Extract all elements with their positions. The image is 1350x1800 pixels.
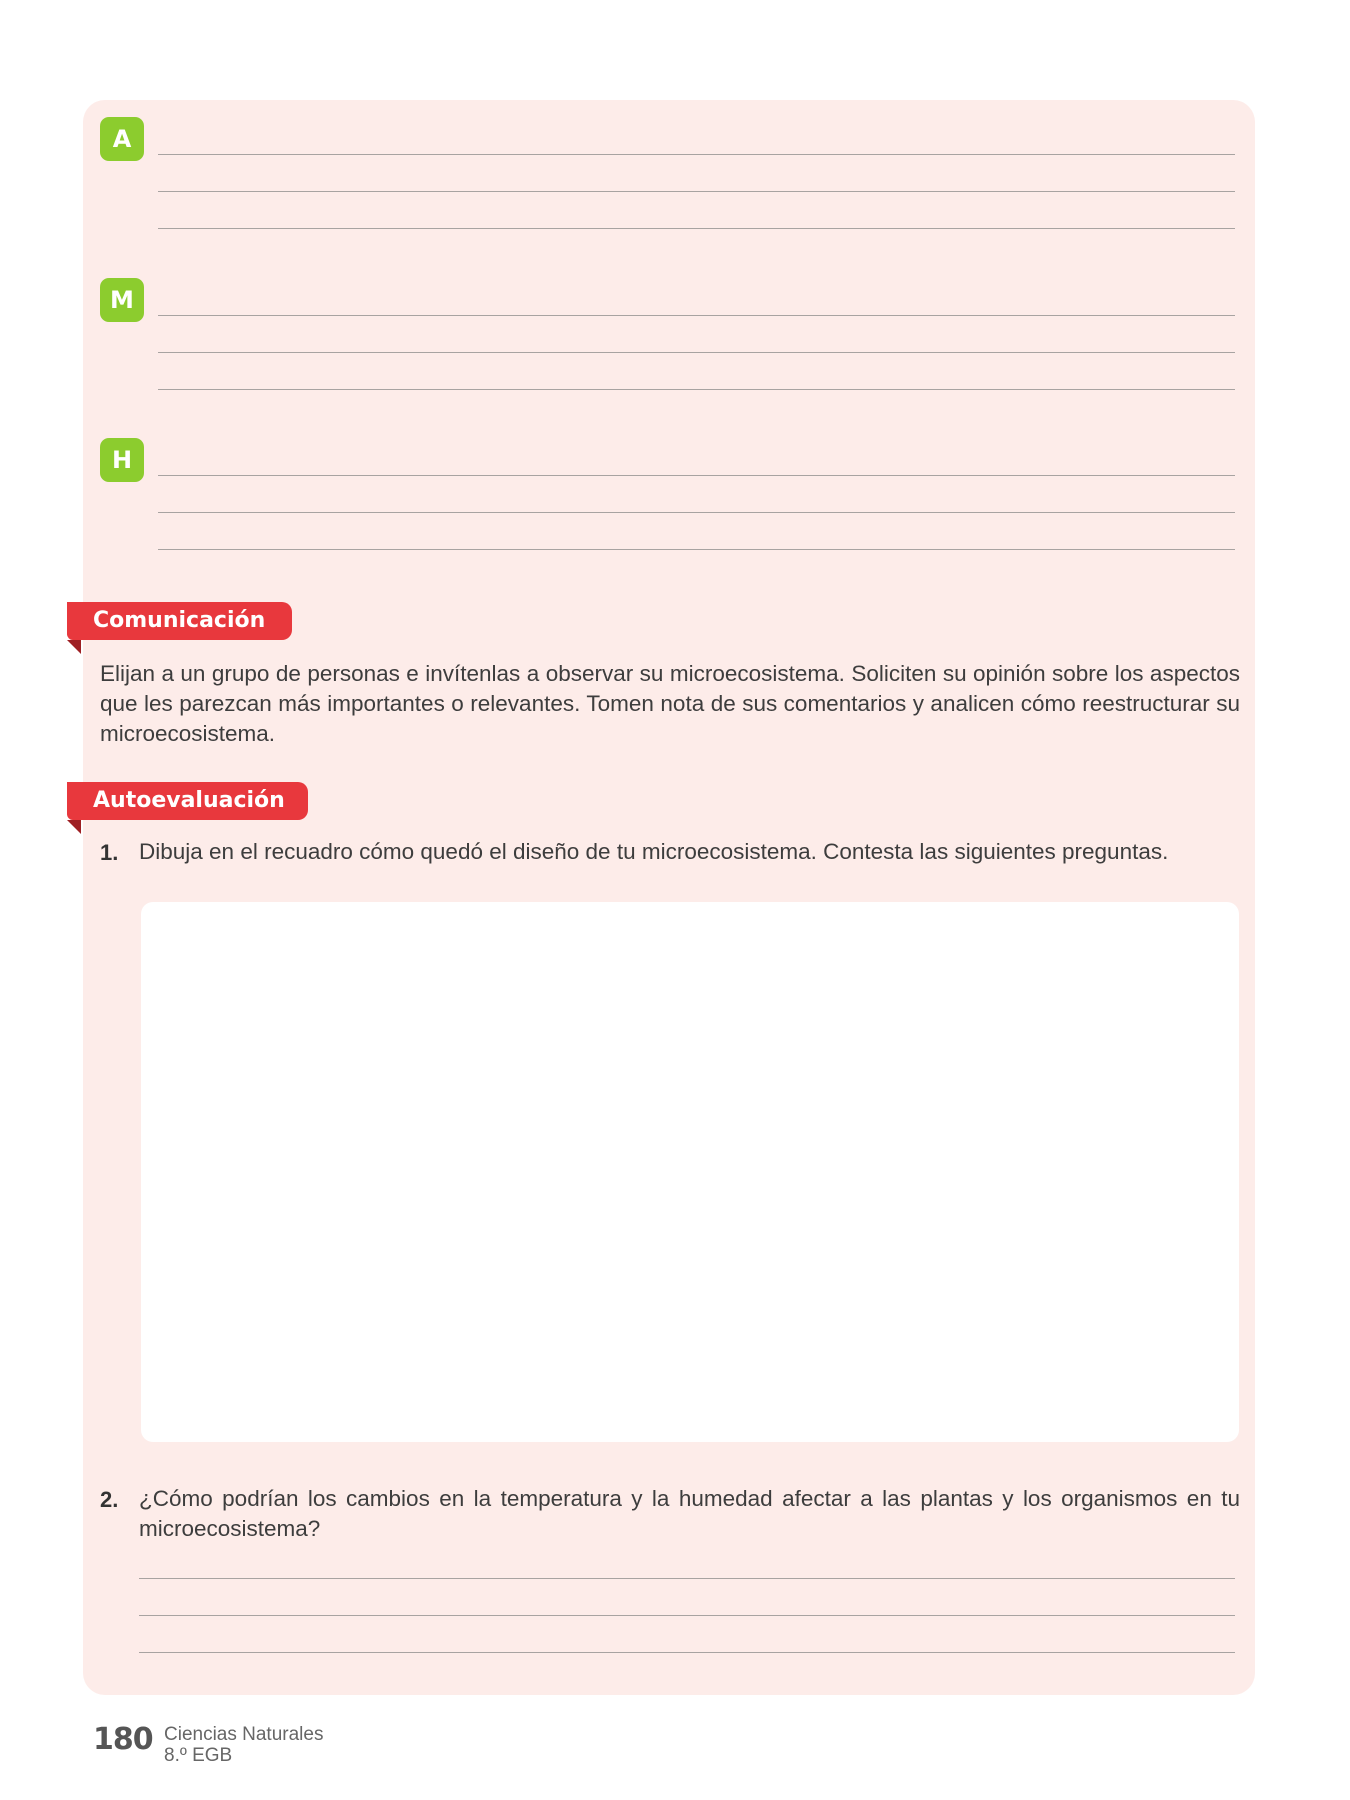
answer-line[interactable]: [158, 475, 1235, 476]
drawing-area[interactable]: [141, 902, 1239, 1442]
answer-line[interactable]: [158, 191, 1235, 192]
answer-line[interactable]: [139, 1652, 1235, 1653]
footer-subject: Ciencias Naturales: [164, 1724, 324, 1745]
rubric-badge-m: M: [100, 278, 144, 322]
question-text: ¿Cómo podrían los cambios en la temperatura y la humedad afectar a las plantas y los organismos en tu microecosistema?: [139, 1486, 1240, 1541]
answer-line[interactable]: [158, 228, 1235, 229]
autoevaluacion-ribbon: Autoevaluación: [67, 782, 308, 820]
comunicacion-ribbon: Comunicación: [67, 602, 292, 640]
rubric-badge-a: A: [100, 117, 144, 161]
comunicacion-text: Elijan a un grupo de personas e invítenlas a observar su microecosistema. Soliciten su opinión sobre los aspectos que les parezcan más importantes o relevantes. Tomen nota de sus comentarios y analicen cómo reestructurar su microecosistema.: [100, 661, 1240, 746]
footer-grade: 8.º EGB: [164, 1745, 233, 1766]
rubric-badge-h: H: [100, 438, 144, 482]
activity-panel: [83, 100, 1255, 1695]
answer-line[interactable]: [158, 154, 1235, 155]
question-number: 2.: [100, 1487, 119, 1512]
ribbon-fold: [67, 820, 81, 834]
page-number: 180: [93, 1722, 153, 1757]
answer-line[interactable]: [158, 315, 1235, 316]
answer-line[interactable]: [158, 389, 1235, 390]
question-number: 1.: [100, 840, 119, 865]
answer-line[interactable]: [158, 352, 1235, 353]
answer-line[interactable]: [158, 512, 1235, 513]
ribbon-fold: [67, 640, 81, 654]
answer-line[interactable]: [139, 1615, 1235, 1616]
answer-line[interactable]: [158, 549, 1235, 550]
question-text: Dibuja en el recuadro cómo quedó el diseño de tu microecosistema. Contesta las siguientes preguntas.: [139, 839, 1169, 864]
answer-line[interactable]: [139, 1578, 1235, 1579]
